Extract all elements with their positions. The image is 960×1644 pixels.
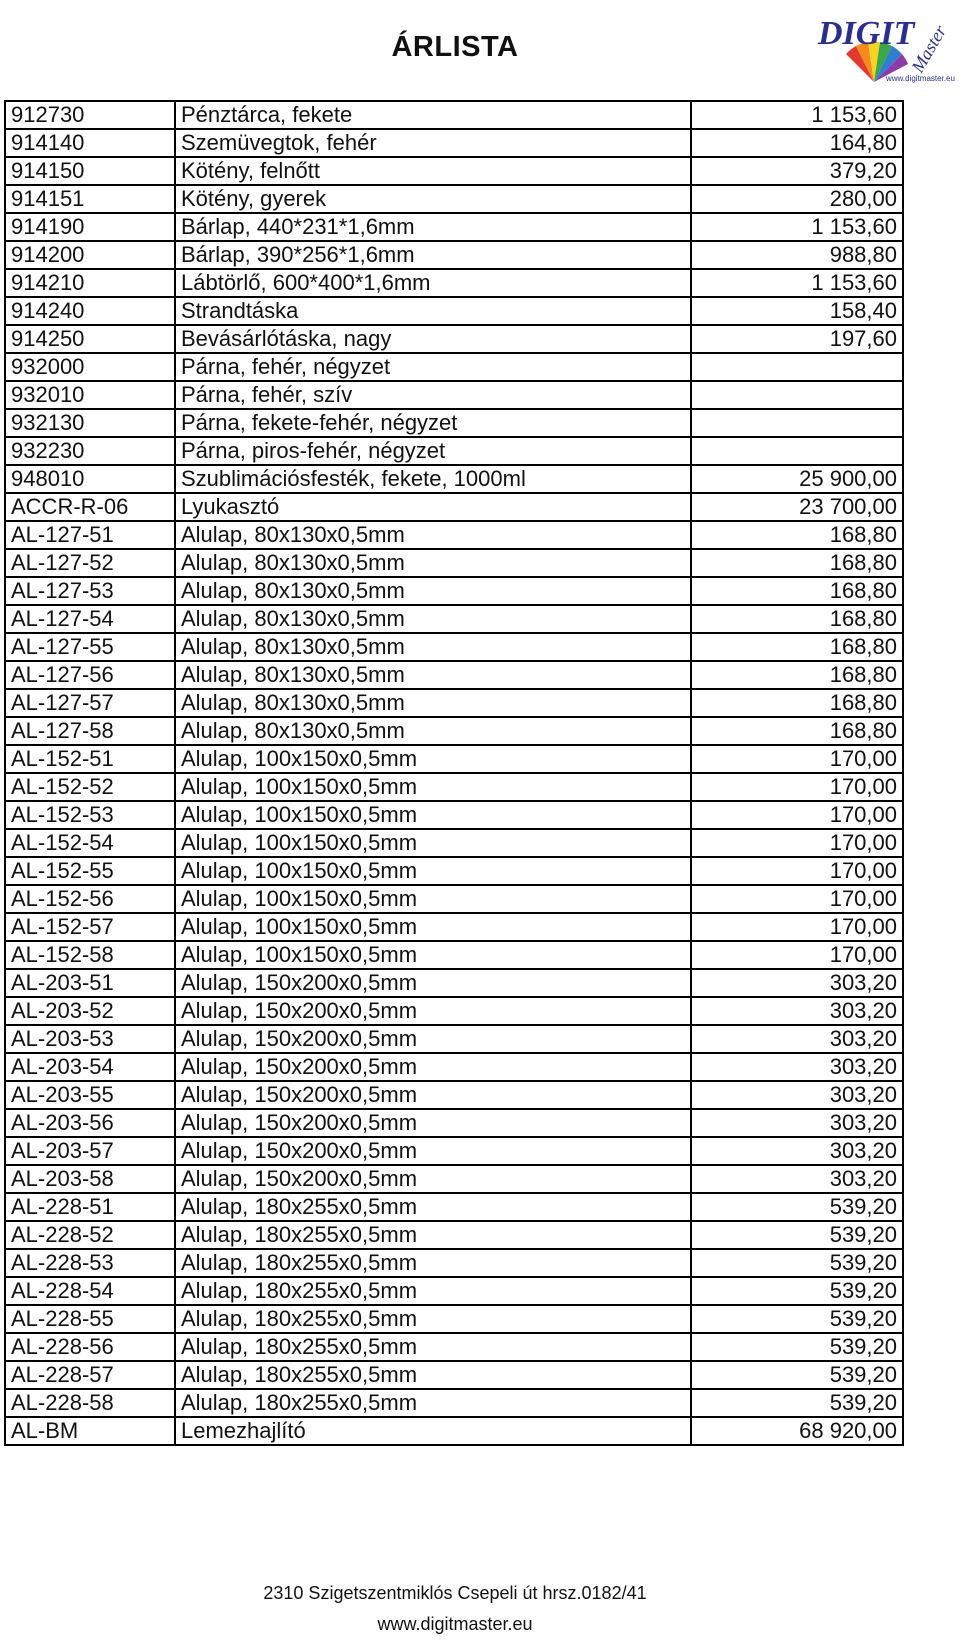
table-row [5,857,903,885]
product-price-cell: 168,80 [691,521,903,549]
product-name-cell: Párna, fekete-fehér, négyzet [175,409,691,437]
product-price-cell: 168,80 [691,605,903,633]
product-name-cell: Lyukasztó [175,493,691,521]
product-price-cell: 168,80 [691,717,903,745]
product-code-cell: AL-BM [5,1417,175,1445]
product-name-cell: Alulap, 180x255x0,5mm [175,1249,691,1277]
table-row [5,1025,903,1053]
product-name-cell: Alulap, 150x200x0,5mm [175,1165,691,1193]
product-price-cell: 539,20 [691,1305,903,1333]
table-row [5,465,903,493]
product-name-cell: Alulap, 100x150x0,5mm [175,745,691,773]
product-code-cell: 914240 [5,297,175,325]
product-code-cell: AL-203-56 [5,1109,175,1137]
product-price-cell: 168,80 [691,549,903,577]
price-list-table [4,100,904,1446]
table-row [5,577,903,605]
product-name-cell: Alulap, 80x130x0,5mm [175,521,691,549]
table-row [5,941,903,969]
table-row [5,885,903,913]
product-name-cell: Alulap, 80x130x0,5mm [175,689,691,717]
product-price-cell: 170,00 [691,913,903,941]
product-name-cell: Alulap, 180x255x0,5mm [175,1193,691,1221]
product-price-cell: 303,20 [691,1109,903,1137]
table-row [5,493,903,521]
product-name-cell: Kötény, gyerek [175,185,691,213]
product-price-cell: 539,20 [691,1249,903,1277]
product-name-cell: Alulap, 100x150x0,5mm [175,857,691,885]
footer-address: 2310 Szigetszentmiklós Csepeli út hrsz.0182/41 [263,1583,647,1603]
product-code-cell: AL-152-57 [5,913,175,941]
product-name-cell: Alulap, 150x200x0,5mm [175,969,691,997]
product-name-cell: Alulap, 150x200x0,5mm [175,1109,691,1137]
table-row [5,1137,903,1165]
page-title: ÁRLISTA [391,31,519,63]
product-code-cell: AL-152-56 [5,885,175,913]
table-row [5,689,903,717]
product-code-cell: 914140 [5,129,175,157]
table-row [5,913,903,941]
table-row [5,1081,903,1109]
product-code-cell: AL-228-57 [5,1361,175,1389]
product-price-cell [691,437,903,465]
product-code-cell: AL-152-52 [5,773,175,801]
product-name-cell: Alulap, 80x130x0,5mm [175,717,691,745]
product-price-cell: 170,00 [691,941,903,969]
product-price-cell: 158,40 [691,297,903,325]
product-name-cell: Szublimációsfesték, fekete, 1000ml [175,465,691,493]
table-row [5,1417,903,1445]
product-name-cell: Alulap, 180x255x0,5mm [175,1389,691,1417]
product-code-cell: AL-152-55 [5,857,175,885]
product-name-cell: Alulap, 180x255x0,5mm [175,1305,691,1333]
product-price-cell: 25 900,00 [691,465,903,493]
table-row [5,185,903,213]
price-list-body [5,101,903,1445]
product-name-cell: Alulap, 100x150x0,5mm [175,913,691,941]
table-row [5,549,903,577]
product-code-cell: AL-152-51 [5,745,175,773]
product-code-cell: AL-127-53 [5,577,175,605]
table-row [5,297,903,325]
product-name-cell: Alulap, 180x255x0,5mm [175,1221,691,1249]
product-code-cell: AL-152-58 [5,941,175,969]
product-name-cell: Alulap, 100x150x0,5mm [175,801,691,829]
product-price-cell: 539,20 [691,1221,903,1249]
product-name-cell: Alulap, 150x200x0,5mm [175,1025,691,1053]
product-price-cell: 988,80 [691,241,903,269]
product-name-cell: Alulap, 100x150x0,5mm [175,829,691,857]
product-price-cell: 303,20 [691,1025,903,1053]
table-row [5,241,903,269]
product-code-cell: AL-203-57 [5,1137,175,1165]
product-price-cell: 170,00 [691,829,903,857]
table-row [5,521,903,549]
footer-website: www.digitmaster.eu [377,1614,533,1634]
product-code-cell: AL-228-54 [5,1277,175,1305]
product-name-cell: Alulap, 150x200x0,5mm [175,1053,691,1081]
table-row [5,605,903,633]
table-row [5,1333,903,1361]
product-code-cell: AL-203-54 [5,1053,175,1081]
product-name-cell: Strandtáska [175,297,691,325]
product-name-cell: Alulap, 100x150x0,5mm [175,773,691,801]
product-code-cell: AL-203-51 [5,969,175,997]
product-price-cell: 1 153,60 [691,101,903,129]
product-price-cell: 539,20 [691,1277,903,1305]
product-name-cell: Bárlap, 440*231*1,6mm [175,213,691,241]
product-code-cell: AL-228-51 [5,1193,175,1221]
product-code-cell: ACCR-R-06 [5,493,175,521]
table-row [5,745,903,773]
table-row [5,1109,903,1137]
product-price-cell: 303,20 [691,969,903,997]
product-name-cell: Alulap, 80x130x0,5mm [175,661,691,689]
table-row [5,381,903,409]
product-name-cell: Alulap, 100x150x0,5mm [175,885,691,913]
product-code-cell: 932010 [5,381,175,409]
product-price-cell: 68 920,00 [691,1417,903,1445]
product-code-cell: 914150 [5,157,175,185]
product-price-cell: 303,20 [691,1137,903,1165]
product-price-cell [691,409,903,437]
product-price-cell: 168,80 [691,689,903,717]
product-price-cell: 280,00 [691,185,903,213]
product-name-cell: Lemezhajlító [175,1417,691,1445]
product-code-cell: AL-127-57 [5,689,175,717]
table-row [5,717,903,745]
product-code-cell: 932130 [5,409,175,437]
product-price-cell: 379,20 [691,157,903,185]
table-row [5,1053,903,1081]
product-price-cell: 23 700,00 [691,493,903,521]
product-code-cell: AL-203-53 [5,1025,175,1053]
product-code-cell: AL-228-52 [5,1221,175,1249]
product-code-cell: AL-228-55 [5,1305,175,1333]
table-row [5,437,903,465]
table-row [5,409,903,437]
product-code-cell: 914151 [5,185,175,213]
table-row [5,1165,903,1193]
product-code-cell: AL-127-56 [5,661,175,689]
product-code-cell: AL-127-55 [5,633,175,661]
product-price-cell: 164,80 [691,129,903,157]
product-name-cell: Bárlap, 390*256*1,6mm [175,241,691,269]
product-code-cell: AL-127-58 [5,717,175,745]
product-name-cell: Alulap, 80x130x0,5mm [175,605,691,633]
product-price-cell: 539,20 [691,1193,903,1221]
product-name-cell: Alulap, 150x200x0,5mm [175,997,691,1025]
product-name-cell: Alulap, 80x130x0,5mm [175,633,691,661]
product-price-cell: 303,20 [691,997,903,1025]
product-code-cell: 948010 [5,465,175,493]
table-row [5,1193,903,1221]
product-name-cell: Bevásárlótáska, nagy [175,325,691,353]
product-code-cell: AL-228-53 [5,1249,175,1277]
product-name-cell: Párna, fehér, szív [175,381,691,409]
product-code-cell: 914200 [5,241,175,269]
product-price-cell: 303,20 [691,1053,903,1081]
product-code-cell: AL-228-56 [5,1333,175,1361]
product-code-cell: AL-203-55 [5,1081,175,1109]
logo-main-text: DIGIT [818,15,915,52]
product-price-cell: 303,20 [691,1165,903,1193]
product-code-cell: AL-127-54 [5,605,175,633]
product-price-cell: 539,20 [691,1333,903,1361]
product-name-cell: Alulap, 180x255x0,5mm [175,1333,691,1361]
product-name-cell: Alulap, 180x255x0,5mm [175,1277,691,1305]
product-code-cell: AL-203-52 [5,997,175,1025]
product-price-cell: 303,20 [691,1081,903,1109]
product-name-cell: Lábtörlő, 600*400*1,6mm [175,269,691,297]
product-code-cell: AL-203-58 [5,1165,175,1193]
table-row [5,101,903,129]
product-price-cell: 197,60 [691,325,903,353]
product-price-cell [691,353,903,381]
product-price-cell: 170,00 [691,801,903,829]
product-price-cell [691,381,903,409]
table-row [5,1305,903,1333]
product-price-cell: 539,20 [691,1361,903,1389]
table-row [5,353,903,381]
product-code-cell: AL-152-53 [5,801,175,829]
table-row [5,661,903,689]
table-row [5,213,903,241]
product-code-cell: 912730 [5,101,175,129]
product-price-cell: 168,80 [691,661,903,689]
product-name-cell: Alulap, 180x255x0,5mm [175,1361,691,1389]
table-row [5,969,903,997]
product-price-cell: 170,00 [691,885,903,913]
logo-script-text: Master [907,21,951,76]
table-row [5,157,903,185]
product-price-cell: 1 153,60 [691,213,903,241]
table-row [5,1361,903,1389]
product-price-cell: 170,00 [691,857,903,885]
product-code-cell: 914250 [5,325,175,353]
product-name-cell: Alulap, 150x200x0,5mm [175,1081,691,1109]
logo-url-text: www.digitmaster.eu [886,74,955,83]
product-code-cell: 914210 [5,269,175,297]
product-price-cell: 170,00 [691,773,903,801]
product-name-cell: Szemüvegtok, fehér [175,129,691,157]
digitmaster-logo [816,14,956,86]
product-name-cell: Kötény, felnőtt [175,157,691,185]
product-code-cell: AL-127-51 [5,521,175,549]
product-name-cell: Párna, piros-fehér, négyzet [175,437,691,465]
table-row [5,1249,903,1277]
table-row [5,269,903,297]
product-name-cell: Alulap, 80x130x0,5mm [175,577,691,605]
product-name-cell: Alulap, 150x200x0,5mm [175,1137,691,1165]
product-price-cell: 170,00 [691,745,903,773]
table-row [5,325,903,353]
product-name-cell: Alulap, 80x130x0,5mm [175,549,691,577]
product-code-cell: 914190 [5,213,175,241]
product-code-cell: 932000 [5,353,175,381]
product-code-cell: AL-127-52 [5,549,175,577]
table-row [5,1221,903,1249]
product-price-cell: 539,20 [691,1389,903,1417]
product-price-cell: 168,80 [691,633,903,661]
product-code-cell: 932230 [5,437,175,465]
product-name-cell: Alulap, 100x150x0,5mm [175,941,691,969]
table-row [5,829,903,857]
table-row [5,129,903,157]
table-row [5,997,903,1025]
product-price-cell: 1 153,60 [691,269,903,297]
table-row [5,1389,903,1417]
product-code-cell: AL-228-58 [5,1389,175,1417]
table-row [5,633,903,661]
product-code-cell: AL-152-54 [5,829,175,857]
product-name-cell: Pénztárca, fekete [175,101,691,129]
table-row [5,801,903,829]
product-price-cell: 168,80 [691,577,903,605]
table-row [5,773,903,801]
product-name-cell: Párna, fehér, négyzet [175,353,691,381]
table-row [5,1277,903,1305]
